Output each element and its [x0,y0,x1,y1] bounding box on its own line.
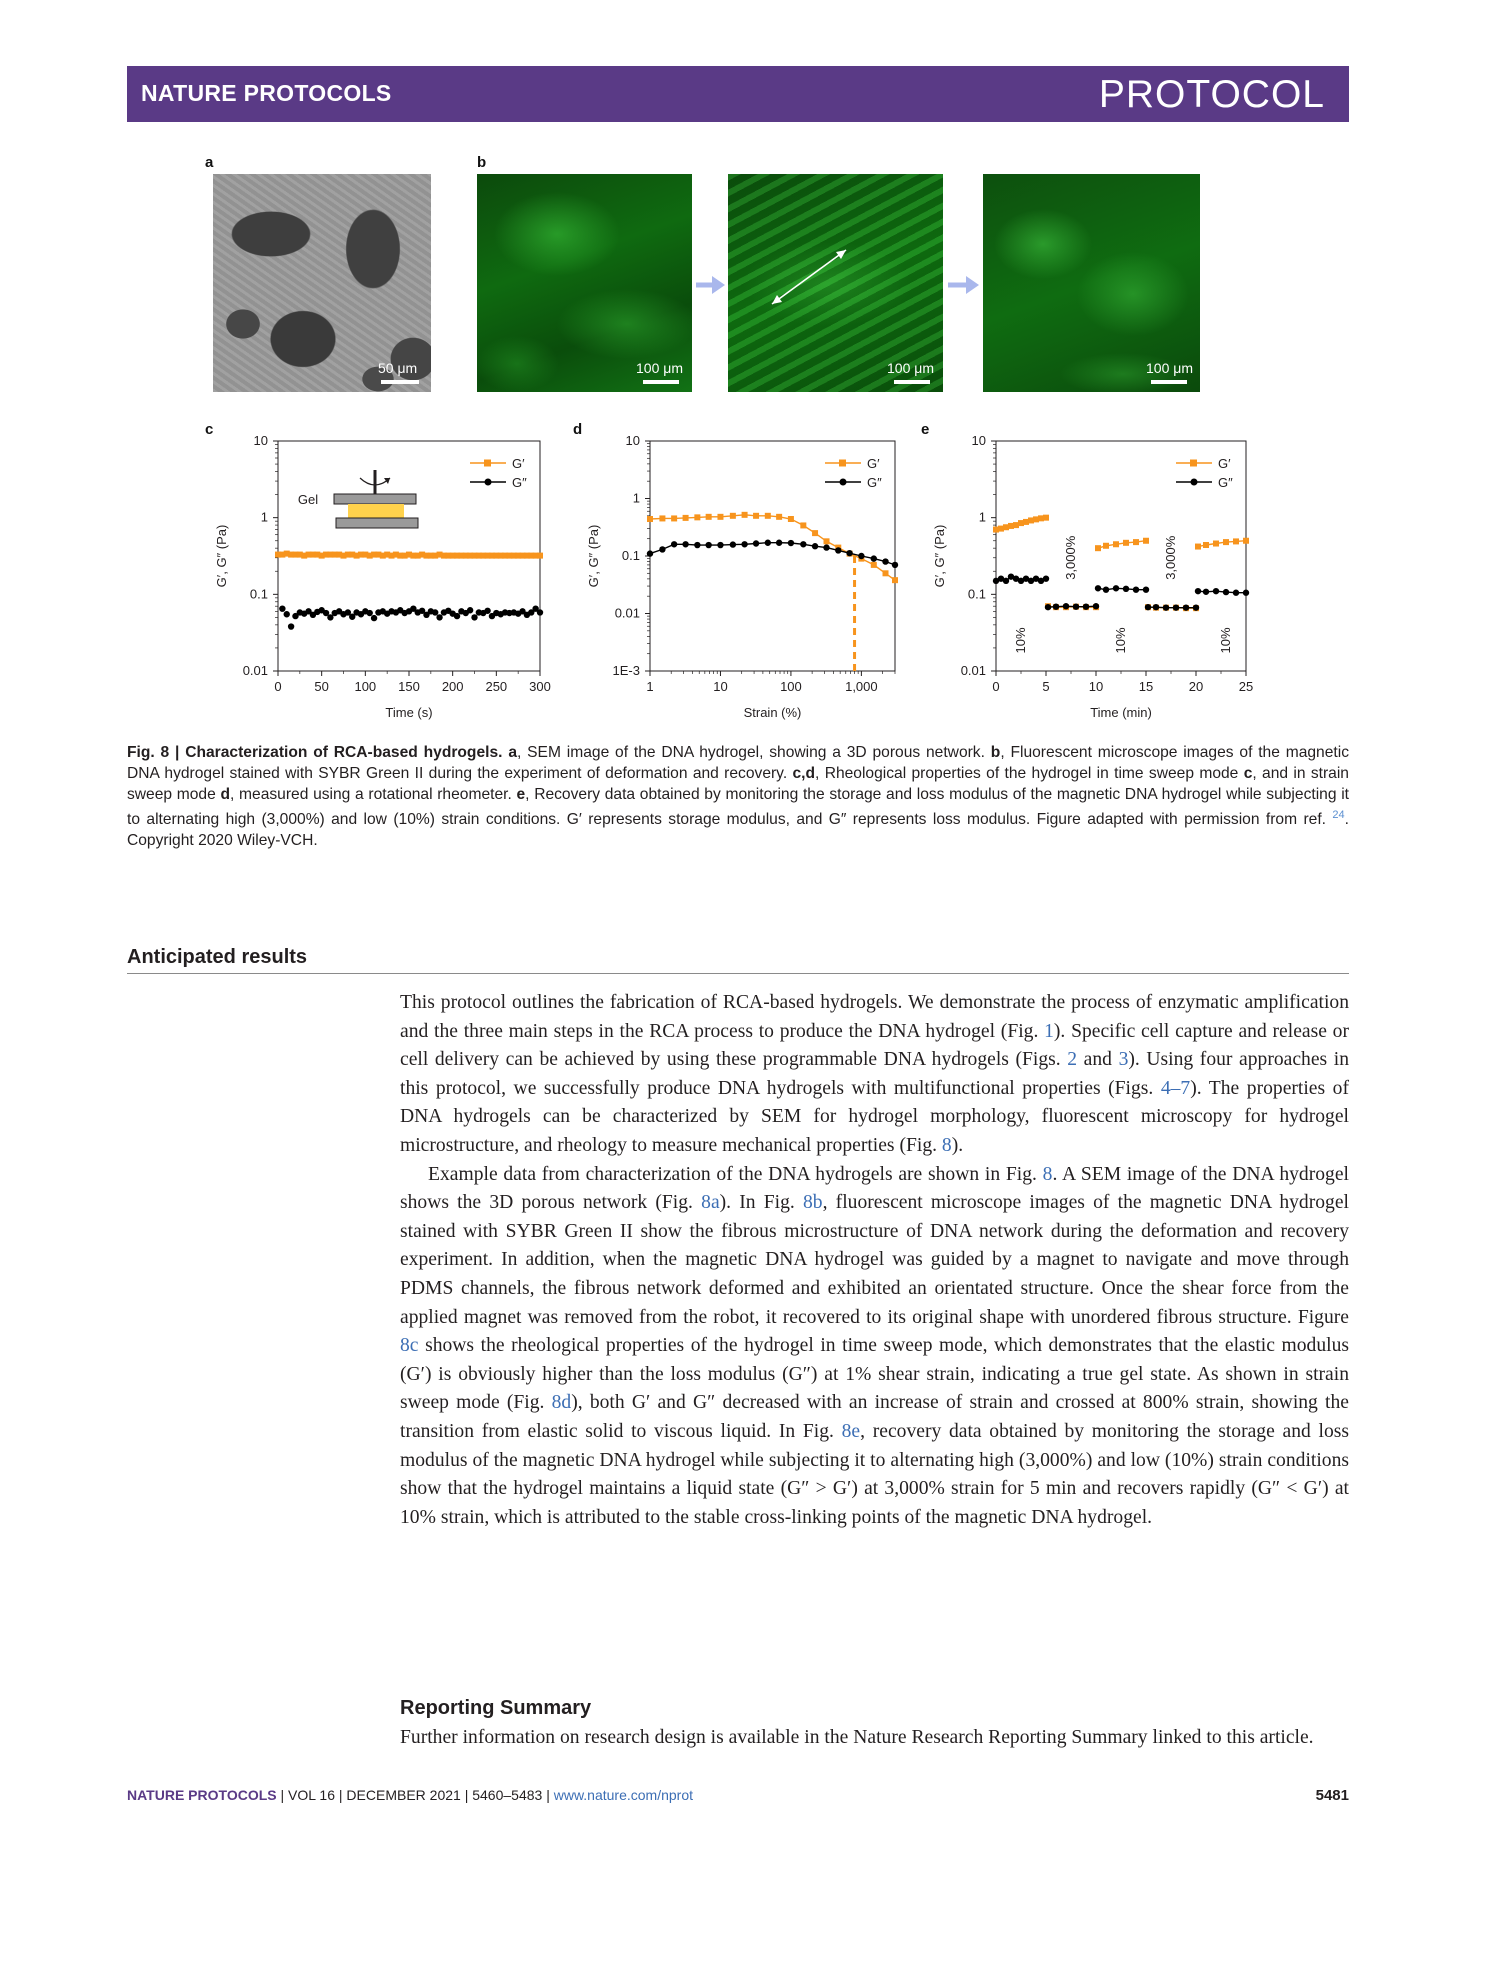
data-point-g-prime [1223,539,1229,545]
y-tick-label: 1 [978,509,986,525]
data-point-g-double-prime [1193,604,1199,610]
page-footer: NATURE PROTOCOLS | VOL 16 | DECEMBER 2021 | 5460–5483 | www.nature.com/nprot 5481 [127,1787,1349,1804]
x-tick-label: 200 [441,679,464,694]
data-point-g-double-prime [753,540,759,546]
data-point-g-double-prime [1143,586,1149,592]
caption-text-b: , Fluorescent microscope images of the magnetic DNA hydrogel stained with SYBR Green II during the experiment of deformation and recovery. [127,744,1349,782]
p2-text-4: , fluorescent microscope images of the magnetic DNA hydrogel stained with SYBR Green II show the fibrous microstructure of DNA network during the deformation and recovery experiment. In addition, when the magnetic DNA hydrogel was guided by a magnet to navigate and move through PDMS channels, the fibrous network deformed and exhibited an orientated structure. Once the shear force from the applied magnet was removed from the robot, it recovered to its original shape with unordered fibrous structure. Figure [400,1192,1349,1328]
data-point-g-prime [1113,541,1119,547]
data-point-g-prime [1133,539,1139,545]
panel-letter-d: d [573,421,583,438]
data-point-g-prime [776,514,782,520]
x-tick-label: 1 [646,679,654,694]
data-point-g-double-prime [1195,588,1201,594]
data-point-g-double-prime [471,614,477,620]
y-tick-label: 1E-3 [612,663,640,678]
p1-text-1: This protocol outlines the fabrication of RCA-based hydrogels. We demonstrate the process of enzymatic amplification and the three main steps in the RCA process to produce the DNA hydrogel (Fig. [400,992,1349,1042]
data-point-g-prime [765,513,771,519]
data-point-g-double-prime [284,611,290,617]
legend-marker-circle [485,479,492,486]
data-point-g-prime [1203,542,1209,548]
p1-text-3: and [1077,1049,1119,1071]
data-point-g-double-prime [812,543,818,549]
data-point-g-prime [694,514,700,520]
x-tick-label: 0 [992,679,1000,694]
data-point-g-double-prime [1173,604,1179,610]
y-axis-label: G′, G″ (Pa) [932,524,947,588]
legend-label: G″ [512,475,527,490]
chart-panel-d [570,420,910,735]
reporting-summary-title: Reporting Summary [400,1697,592,1719]
y-tick-label: 1 [632,490,640,506]
data-point-g-double-prime [765,540,771,546]
fluorescent-image-2 [728,174,943,392]
legend-label: G″ [1218,475,1233,490]
data-point-g-double-prime [436,614,442,620]
scale-label-b2: 100 μm [887,360,934,376]
segment-label: 3,000% [1063,535,1078,580]
p2-text-6: ), both G′ and G″ decreased with an increase of strain and crossed at 800% strain, showing the transition from elastic solid to viscous liquid. In Fig. [400,1392,1349,1442]
legend-label: G′ [867,456,880,471]
fig-link-8-b[interactable]: 8 [1042,1163,1053,1185]
data-point-g-double-prime [1133,586,1139,592]
data-point-g-prime [683,515,689,521]
x-tick-label: 0 [274,679,282,694]
data-point-g-double-prime [1093,603,1099,609]
legend-label: G′ [512,456,525,471]
data-point-g-prime [871,562,877,568]
page-number: 5481 [1315,1787,1349,1804]
caption-tag-a: a [508,744,517,761]
data-point-g-prime [1043,515,1049,521]
fig-link-1[interactable]: 1 [1044,1020,1054,1042]
y-tick-label: 0.01 [242,663,268,678]
data-point-g-prime [883,570,889,576]
scale-bar-a [381,380,419,384]
x-tick-label: 50 [314,679,329,694]
data-point-g-double-prime [1053,603,1059,609]
data-point-g-double-prime [1083,603,1089,609]
x-tick-label: 15 [1138,679,1154,694]
fig-link-4-7[interactable]: 4–7 [1160,1077,1191,1099]
data-point-g-double-prime [741,541,747,547]
data-point-g-prime [537,553,543,559]
p2-text-7: , recovery data obtained by monitoring the storage and loss modulus of the magnetic DNA hydrogel while subjecting it to alternating high (3,000%) and low (10%) strain conditions show that the hydrogel maintains a liquid state (G″ > G′) at 3,000% strain for 5 min and recovers rapidly (G″ < G′) at 10% strain, which is attributed to the stable cross-linking points of the magnetic DNA hydrogel. [400,1420,1349,1528]
data-point-g-double-prime [1123,586,1129,592]
data-point-g-double-prime [717,542,723,548]
body-text [400,989,1349,1532]
data-point-g-double-prime [858,553,864,559]
data-point-g-prime [730,513,736,519]
legend-marker-square [484,460,491,467]
caption-lead: Fig. 8 | Characterization of RCA-based hydrogels. [127,744,503,761]
x-tick-label: 100 [354,679,377,694]
data-point-g-double-prime [1095,585,1101,591]
data-point-g-double-prime [1183,604,1189,610]
section-divider [127,973,1349,974]
data-point-g-double-prime [694,542,700,548]
scale-label-a: 50 μm [378,360,418,376]
data-point-g-double-prime [1153,604,1159,610]
fig-link-3[interactable]: 3 [1118,1049,1129,1071]
data-point-g-prime [788,516,794,522]
legend-marker-circle [840,479,847,486]
scale-label-b1: 100 μm [636,360,683,376]
x-axis-label: Strain (%) [743,705,802,720]
scale-label-b3: 100 μm [1146,360,1193,376]
data-point-g-prime [1243,538,1249,544]
x-tick-label: 10 [713,679,728,694]
caption-text-e: , Recovery data obtained by monitoring the storage and loss modulus of the magnetic DNA hydrogel while subjecting it to alternating high (3,000%) and low (10%) strain conditions. G′ represents storage modulus, and G″ represents loss modulus. Figure adapted with permission from ref. [127,786,1349,829]
x-tick-label: 150 [398,679,420,694]
rotation-arrowhead-icon [384,478,390,484]
arrow-icon-2 [944,270,982,300]
data-point-g-double-prime [1103,586,1109,592]
data-point-g-double-prime [846,550,852,556]
reporting-paragraph: Further information on research design is available in the Nature Research Reporting Summary linked to this article. [400,1727,1314,1748]
p2-text-5: shows the rheological properties of the hydrogel in time sweep mode, which demonstrates that the elastic modulus (G′) is obviously higher than the loss modulus (G″) at 1% shear strain, indicating a true gel state. As shown in strain sweep mode (Fig. [400,1335,1349,1414]
caption-tag-d: d [220,786,231,803]
data-point-g-prime [1095,545,1101,551]
x-axis-label: Time (min) [1090,705,1152,720]
scale-bar-b2 [894,380,930,384]
data-point-g-prime [671,515,677,521]
x-tick-label: 10 [1088,679,1104,694]
x-tick-label: 5 [1042,679,1050,694]
x-axis-label: Time (s) [385,705,433,720]
legend-marker-square [839,460,846,467]
segment-label: 3,000% [1163,535,1178,580]
footer-pages: 5460–5483 [472,1787,543,1803]
data-point-g-prime [812,530,818,536]
fluorescent-image-1 [477,174,692,392]
data-point-g-double-prime [705,542,711,548]
data-point-g-prime [1213,541,1219,547]
data-point-g-double-prime [367,610,373,616]
gel-sample [348,504,404,518]
data-point-g-double-prime [454,613,460,619]
x-tick-label: 20 [1188,679,1204,694]
data-point-g-prime [892,577,898,583]
data-point-g-double-prime [882,558,888,564]
y-tick-label: 0.1 [967,586,986,602]
data-point-g-double-prime [1045,604,1051,610]
p2-text-3: ). In Fig. [719,1192,803,1214]
data-point-g-double-prime [871,555,877,561]
chart-panel-e [918,420,1258,735]
y-tick-label: 10 [253,433,268,448]
data-point-g-prime [824,538,830,544]
p1-text-5: ). The properties of DNA hydrogels can be characterized by SEM for hydrogel morphology, fluorescent microscopy for hydrogel microstructure, and rheology to measure mechanical properties (Fig. [400,1077,1349,1156]
data-point-g-prime [753,513,759,519]
caption-tag-e: e [516,786,526,803]
data-point-g-double-prime [835,547,841,553]
x-tick-label: 250 [485,679,508,694]
fig-link-8a[interactable]: 8a [701,1192,720,1214]
caption-tag-c: c [1243,765,1253,782]
p1-text-4: ). Using four approaches in this protocol, we successfully produce DNA hydrogels with multifunctional properties (Figs. [400,1049,1349,1099]
data-point-g-double-prime [484,608,490,614]
caption-tag-b: b [990,744,1001,761]
data-point-g-prime [647,516,653,522]
data-point-g-double-prime [671,541,677,547]
caption-tag-cd: c,d [792,765,816,782]
panel-letter-a: a [205,154,214,171]
fig-link-8d[interactable]: 8d [551,1392,572,1414]
data-point-g-double-prime [467,607,473,613]
panel-letter-c: c [205,421,214,438]
chart-panel-c [200,420,560,735]
article-type: PROTOCOL [1098,73,1325,116]
legend-marker-circle [1191,479,1198,486]
fig-link-8b[interactable]: 8b [803,1192,823,1214]
p1-text-2: ). Specific cell capture and release or cell delivery can be achieved by using these programmable DNA hydrogels (Figs. [400,1020,1349,1071]
data-point-g-double-prime [371,615,377,621]
p2-text-2: . A SEM image of the DNA hydrogel shows the 3D porous network (Fig. [400,1163,1349,1214]
y-tick-label: 0.1 [621,548,640,563]
caption-text-end: . Copyright 2020 Wiley-VCH. [127,811,1349,850]
data-point-g-double-prime [1113,585,1119,591]
y-axis-label: G′, G″ (Pa) [586,524,601,588]
footer-volume: VOL 16 [288,1787,335,1803]
rheometer-plate-top [334,494,416,504]
paragraph-1 [400,989,1349,1161]
x-tick-label: 1,000 [845,679,878,694]
caption-ref-link[interactable]: 24 [1332,809,1345,821]
data-point-g-double-prime [537,609,543,615]
segment-label: 10% [1218,627,1233,654]
data-point-g-prime [1143,538,1149,544]
panel-letter-e: e [921,421,930,438]
panel-letter-b: b [477,154,487,171]
y-tick-label: 0.1 [249,586,268,602]
data-point-g-double-prime [823,544,829,550]
x-tick-label: 25 [1238,679,1254,694]
caption-text-a: , SEM image of the DNA hydrogel, showing a 3D porous network. [517,744,985,761]
data-point-g-prime [742,512,748,518]
sem-image [213,174,431,392]
data-point-g-double-prime [1003,578,1009,584]
data-point-g-double-prime [730,541,736,547]
p2-text-1: Example data from characterization of the DNA hydrogels are shown in Fig. [428,1163,1043,1185]
data-point-g-double-prime [1063,603,1069,609]
data-point-g-double-prime [1223,589,1229,595]
data-point-g-prime [659,515,665,521]
y-axis-label: G′, G″ (Pa) [214,524,229,588]
y-tick-label: 10 [625,433,640,448]
data-point-g-double-prime [647,550,653,556]
data-point-g-double-prime [1243,590,1249,596]
caption-text-cd1: , Rheological properties of the hydrogel in time sweep mode [815,765,1239,782]
y-tick-label: 0.01 [960,663,986,678]
legend-marker-square [1190,460,1197,467]
fig-link-2[interactable]: 2 [1067,1049,1078,1071]
data-point-g-double-prime [800,541,806,547]
x-tick-label: 100 [780,679,802,694]
inset-gel-label: Gel [297,492,319,507]
data-point-g-double-prime [1203,589,1209,595]
data-point-g-prime [800,522,806,528]
scale-bar-b3 [1151,380,1187,384]
data-point-g-double-prime [788,540,794,546]
data-point-g-double-prime [1163,604,1169,610]
scale-bar-b1 [643,380,679,384]
data-point-g-prime [1123,540,1129,546]
fig-link-8c[interactable]: 8c [400,1335,419,1357]
data-point-g-double-prime [682,541,688,547]
section-title: Anticipated results [127,946,308,968]
x-tick-label: 300 [529,679,551,694]
journal-name: NATURE PROTOCOLS [141,80,392,106]
data-point-g-double-prime [432,609,438,615]
data-point-g-prime [1233,538,1239,544]
data-point-g-double-prime [1233,590,1239,596]
fig-link-8[interactable]: 8 [941,1134,952,1156]
data-point-g-prime [1195,544,1201,550]
rheometer-plate-bottom [336,518,418,528]
data-point-g-double-prime [1073,603,1079,609]
data-point-g-double-prime [1213,588,1219,594]
y-tick-label: 10 [971,433,986,448]
data-point-g-prime [706,514,712,520]
series-line-g-prime [650,515,895,580]
segment-label: 10% [1113,627,1128,654]
fig-link-8e[interactable]: 8e [841,1420,861,1442]
data-point-g-double-prime [279,605,285,611]
paragraph-2 [400,1161,1349,1533]
journal-header [127,66,1349,122]
data-point-g-double-prime [659,546,665,552]
y-tick-label: 1 [260,509,268,525]
fluorescent-image-3 [983,174,1200,392]
legend-label: G′ [1218,456,1231,471]
data-point-g-double-prime [892,562,898,568]
y-tick-label: 0.01 [614,605,640,621]
arrow-icon-1 [692,270,727,300]
figure-caption [127,742,1349,851]
footer-journal: NATURE PROTOCOLS [127,1787,277,1803]
legend-label: G″ [867,475,882,490]
data-point-g-double-prime [776,540,782,546]
reporting-summary-text [400,1724,1349,1753]
caption-text-cd2: , and in strain sweep mode [127,765,1349,803]
footer-date: DECEMBER 2021 [346,1787,461,1803]
p1-text-6: ). [951,1134,964,1156]
data-point-g-double-prime [1043,575,1049,581]
data-point-g-prime [1103,543,1109,549]
data-point-g-double-prime [1145,604,1151,610]
data-point-g-prime [717,514,723,520]
data-point-g-double-prime [288,623,294,629]
segment-label: 10% [1013,627,1028,654]
footer-url-link[interactable]: www.nature.com/nprot [553,1787,694,1803]
caption-text-cd3: , measured using a rotational rheometer. [230,786,512,803]
